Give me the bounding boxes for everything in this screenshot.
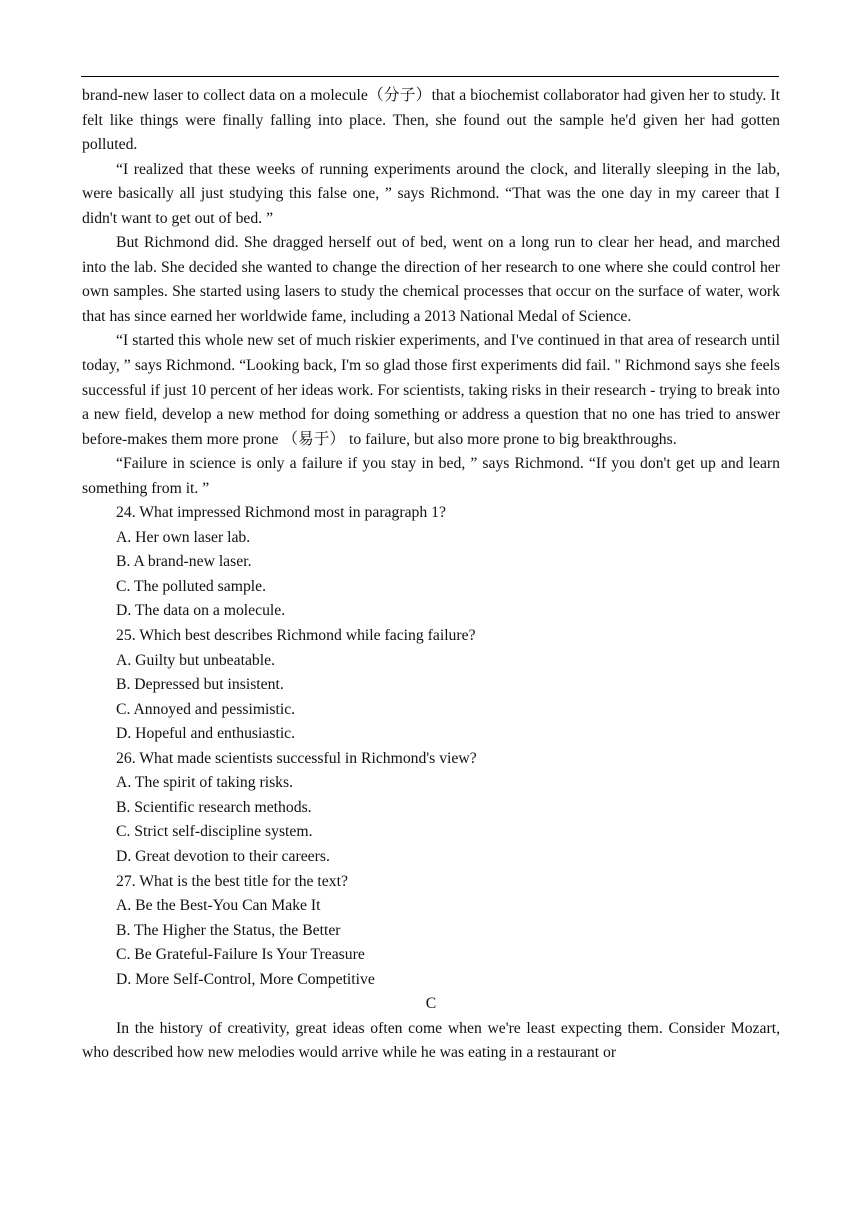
answer-option: B. A brand-new laser.: [116, 553, 252, 571]
answer-option: D. Great devotion to their careers.: [116, 847, 330, 865]
question-list: [82, 501, 780, 992]
question-block: [82, 870, 780, 993]
question-stem: 25. Which best describes Richmond while facing failure?: [116, 627, 476, 645]
answer-option: D. More Self-Control, More Competitive: [116, 970, 375, 988]
section-heading: C: [425, 995, 437, 1013]
header-rule: [81, 76, 779, 77]
answer-option: A. The spirit of taking risks.: [116, 774, 294, 792]
question-block: [82, 501, 780, 624]
question-stem: 26. What made scientists successful in Richmond's view?: [116, 749, 477, 767]
section-c-intro: In the history of creativity, great ideas often come when we're least expecting them. Consider Mozart, who described how new melodies would arrive while he was eating in a restaurant or: [82, 1019, 780, 1062]
answer-option: A. Guilty but unbeatable.: [116, 651, 276, 669]
page-content: [82, 84, 780, 1066]
answer-option: B. Depressed but insistent.: [116, 676, 284, 694]
passage-b: [82, 84, 780, 501]
answer-option: D. The data on a molecule.: [116, 602, 286, 620]
answer-option: C. The polluted sample.: [116, 577, 267, 595]
question-stem: 27. What is the best title for the text?: [116, 872, 348, 890]
answer-option: C. Strict self-discipline system.: [116, 823, 313, 841]
answer-option: B. Scientific research methods.: [116, 798, 312, 816]
question-block: [82, 624, 780, 747]
passage-paragraph: “I started this whole new set of much riskier experiments, and I've continued in that area of research until today, ” says Richmond. “Looking back, I'm so glad those first experiments did fail. " Richmond says she feels successful if just 10 percent of her ideas work. For scientists, taking risks in their research - trying to break into a new field, develop a new method for doing something or address a question that no one has tried to answer before-makes them more prone （易于） to failure, but also more prone to big breakthroughs.: [82, 332, 780, 448]
passage-paragraph: brand-new laser to collect data on a molecule（分子）that a biochemist collaborator had given her to study. It felt like things were finally falling into place. Then, she found out the sample he'd given her had gotten polluted.: [82, 87, 780, 154]
passage-paragraph: “I realized that these weeks of running experiments around the clock, and literally sleeping in the lab, were basically all just studying this false one, ” says Richmond. “That was the one day in my career that I didn't want to get out of bed. ”: [82, 160, 780, 227]
question-block: [82, 747, 780, 870]
answer-option: B. The Higher the Status, the Better: [116, 921, 341, 939]
answer-option: C. Be Grateful-Failure Is Your Treasure: [116, 946, 365, 964]
passage-paragraph: But Richmond did. She dragged herself out of bed, went on a long run to clear her head, and marched into the lab. She decided she wanted to change the direction of her research to one where she could control her own samples. She started using lasers to study the chemical processes that occur on the surface of water, work that has since earned her worldwide fame, including a 2013 National Medal of Science.: [82, 234, 780, 325]
passage-paragraph: “Failure in science is only a failure if you stay in bed, ” says Richmond. “If you don't get up and learn something from it. ”: [82, 455, 780, 497]
answer-option: C. Annoyed and pessimistic.: [116, 700, 296, 718]
answer-option: D. Hopeful and enthusiastic.: [116, 725, 296, 743]
answer-option: A. Be the Best-You Can Make It: [116, 897, 321, 915]
question-stem: 24. What impressed Richmond most in paragraph 1?: [116, 504, 446, 522]
answer-option: A. Her own laser lab.: [116, 528, 251, 546]
